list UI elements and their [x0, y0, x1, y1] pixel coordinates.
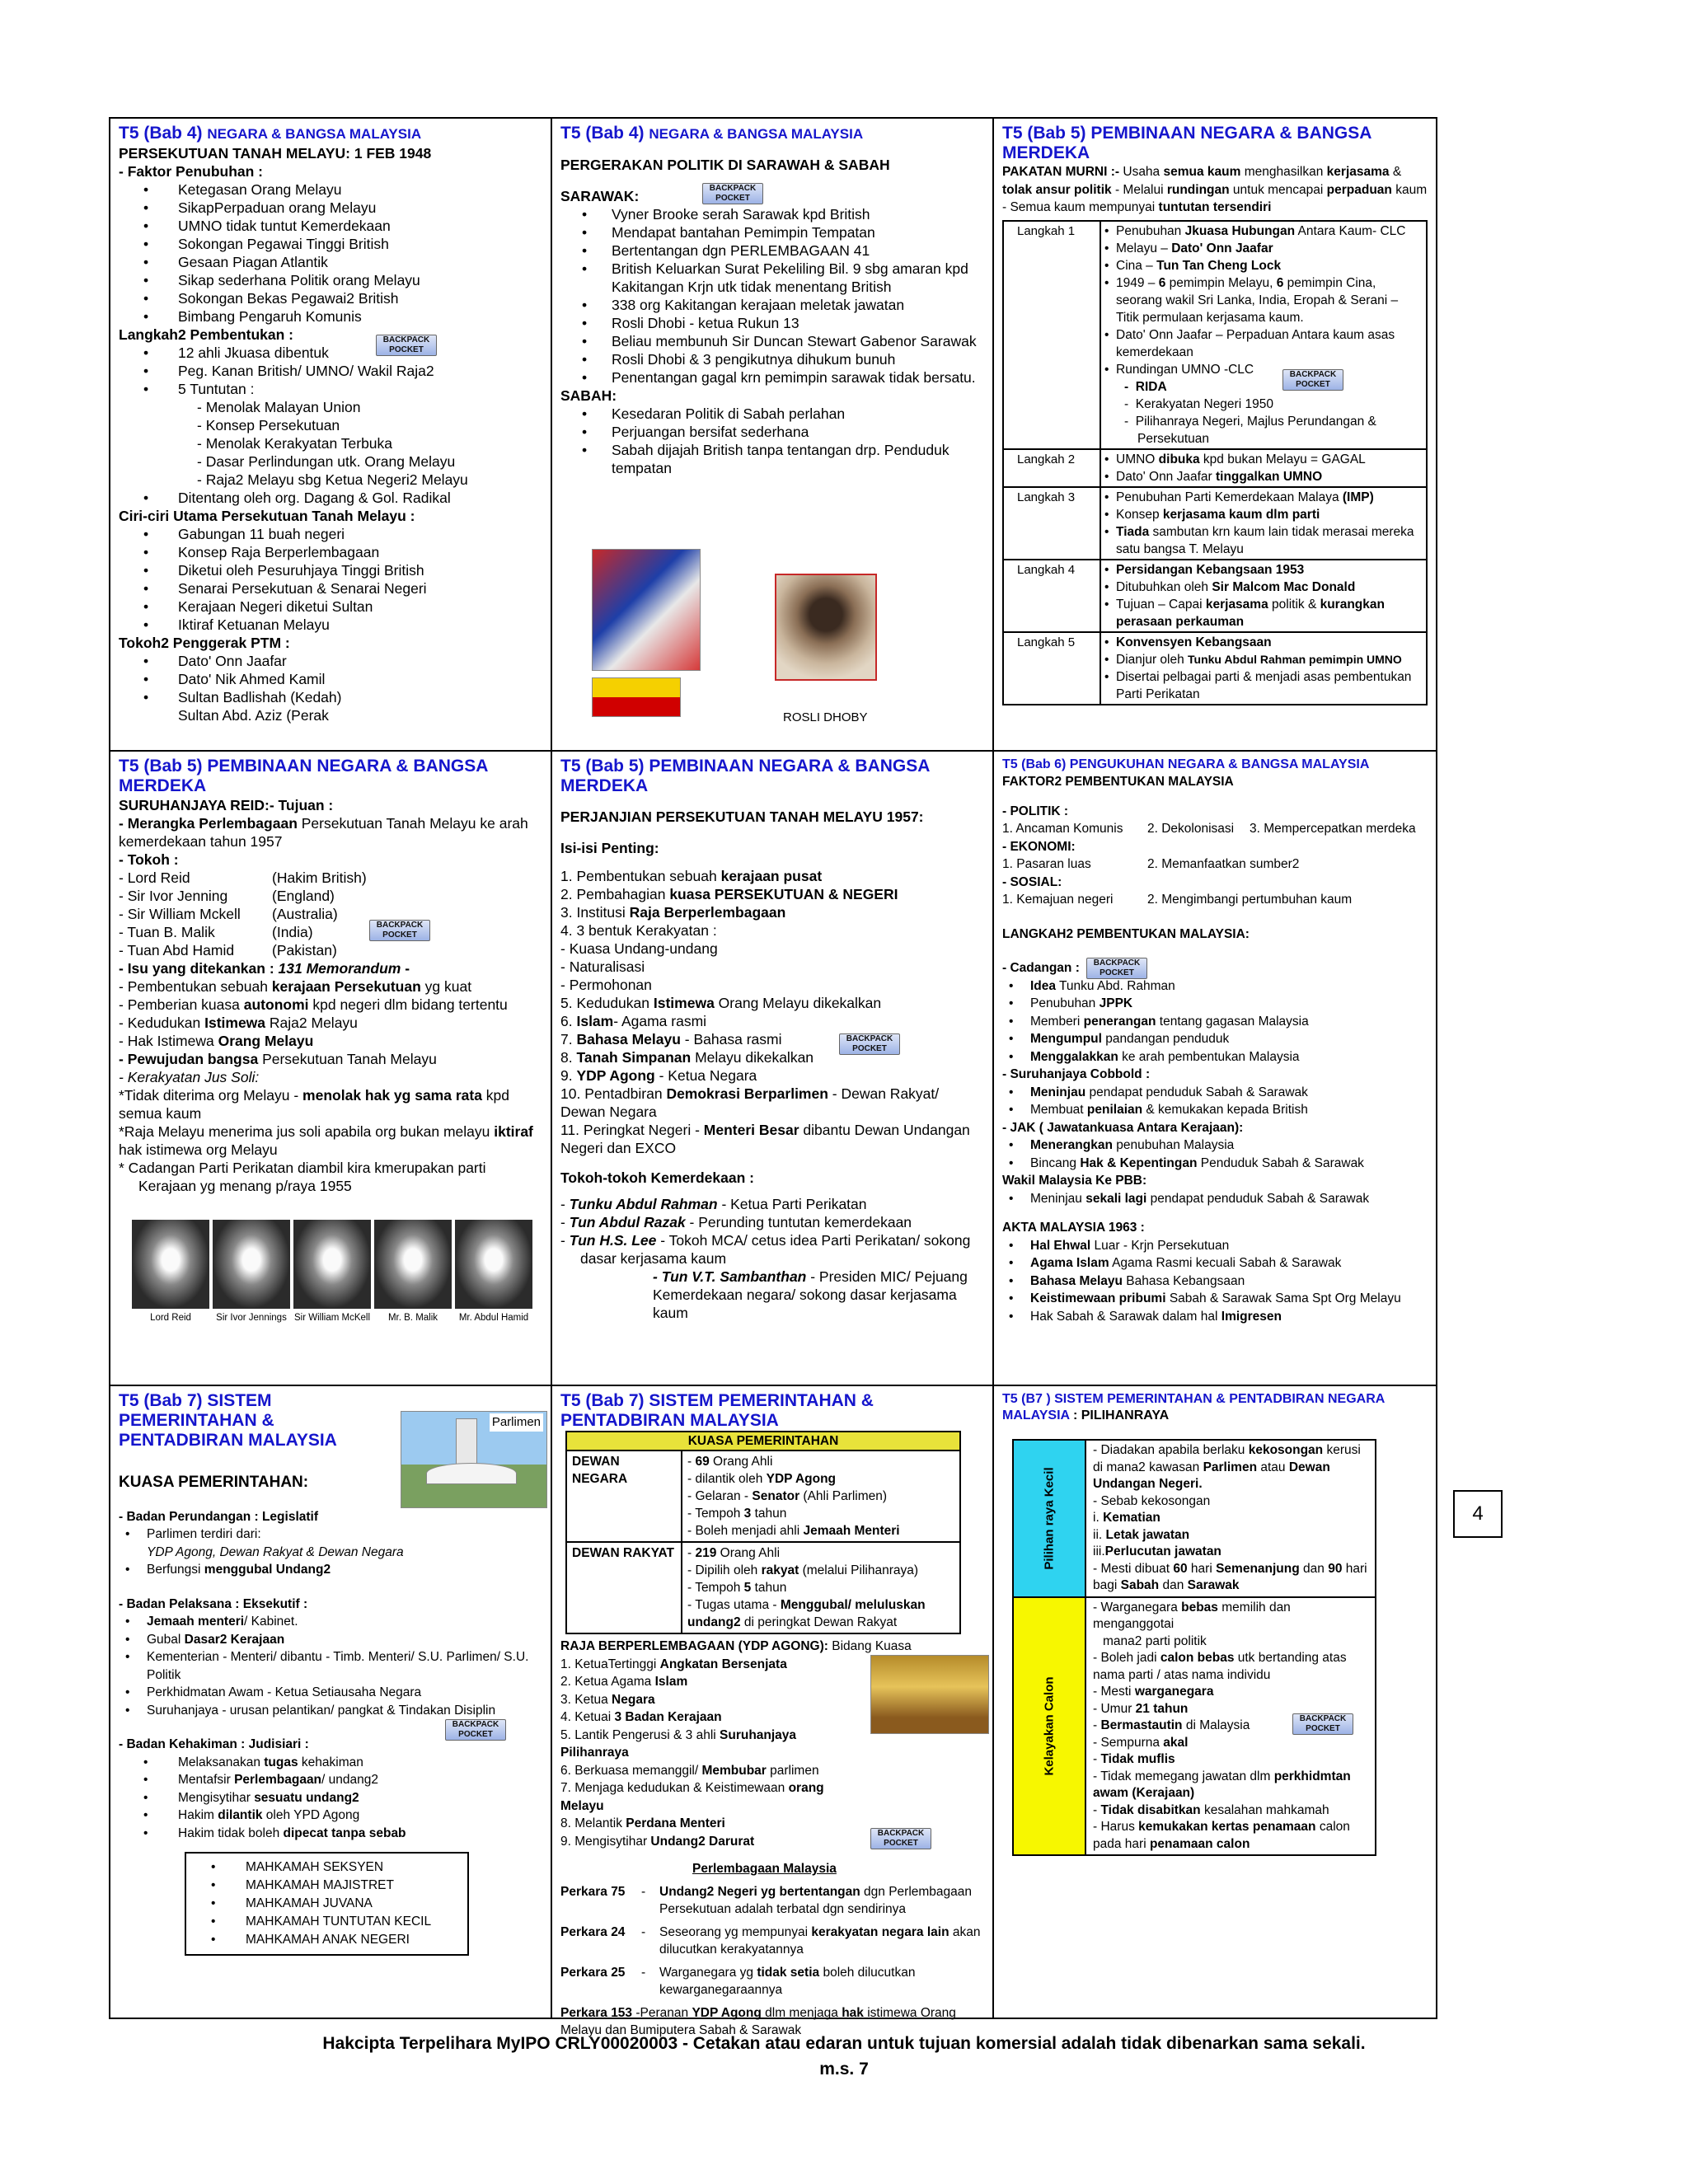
heading: AKTA MALAYSIA 1963 :	[1002, 1221, 1145, 1235]
cell-title: T5 (Bab 5) PEMBINAAN NEGARA & BANGSA MERDEKA	[560, 757, 930, 795]
list-item: • Kementerian - Menteri/ dibantu - Timb. Menteri/ S.U. Parlimen/ S.U. Politik	[119, 1648, 542, 1684]
list-item: - Sir William Mckell (Australia)	[119, 906, 338, 922]
list-item: • Menggalakkan ke arah pembentukan Malaysia	[1002, 1048, 1428, 1066]
list-item: • Meninjau pendapat penduduk Sabah & Sarawak	[1002, 1084, 1428, 1102]
cell-ydp-agong	[552, 1386, 994, 2037]
list-item: • Hakim dilantik oleh YPD Agong	[119, 1807, 542, 1825]
list-item: • Dato' Nik Ahmed Kamil	[119, 670, 542, 688]
perkara-row: Perkara 75 - Undang2 Negeri yg bertentangan dgn Perlembagaan Persekutuan adalah terbatal dgn sendirinya	[560, 1884, 973, 1916]
table-cell: - Diadakan apabila berlaku kekosongan kerusi di mana2 kawasan Parlimen atau Dewan Undangan Negeri. - Sebab kekosongan i. Kematian ii. Letak jawatan iii.Perlucutan jawatan - Mesti dibuat 60 hari Semenanjung dan 90 hari bagi Sabah dan Sarawak	[1093, 1443, 1367, 1592]
list-item: - Konsep Persekutuan	[197, 417, 340, 434]
list-item: - Menolak Kerakyatan Terbuka	[197, 435, 393, 452]
bidang-kuasa-list	[560, 1656, 865, 1851]
table-cell: Langkah 4	[1003, 560, 1100, 632]
list-item: • Keistimewaan pribumi Sabah & Sarawak Sama Spt Org Melayu	[1002, 1290, 1428, 1308]
list-item: • British Keluarkan Surat Pekeliling Bil. 9 sbg amaran kpd Kakitangan Krjn utk tidak menentang British	[560, 260, 984, 296]
heading: - SOSIAL:	[1002, 874, 1062, 889]
kehakiman-list	[119, 1754, 542, 1843]
heading: Ciri-ciri Utama Persekutuan Tanah Melayu :	[119, 508, 415, 524]
list-item: 7. Menjaga kedudukan & Keistimewaan orang Melayu	[560, 1781, 824, 1813]
heading: PERGERAKAN POLITIK DI SARAWAH & SABAH	[560, 157, 890, 173]
heading: - Badan Perundangan : Legislatif	[119, 1509, 318, 1524]
list-item: • Sokongan Bekas Pegawai2 British	[119, 289, 542, 307]
text-line: *Tidak diterima org Melayu - menolak hak yg sama rata kpd semua kaum	[119, 1087, 510, 1122]
portrait: Mr. B. Malik	[374, 1220, 452, 1324]
pelaksana-list	[119, 1613, 542, 1719]
text-line: 1. Pasaran luas 2. Memanfaatkan sumber2	[1002, 857, 1300, 871]
backpack-pocket-logo: BACKPACK POCKET	[445, 1719, 506, 1741]
list-item: • Penentangan gagal krn pemimpin sarawak tidak bersatu.	[560, 368, 984, 387]
text-line: Kerajaan yg menang p/raya 1955	[138, 1178, 352, 1194]
list-item: 10. Pentadbiran Demokrasi Berparlimen - Dewan Rakyat/ Dewan Negara	[560, 1085, 940, 1120]
mahkamah-box	[185, 1852, 469, 1956]
cell-title: T5 (Bab 6) PENGUKUHAN NEGARA & BANGSA MALAYSIA	[1002, 757, 1370, 771]
rosli-dhobi-portrait	[775, 574, 877, 681]
heading: PERJANJIAN PERSEKUTUAN TANAH MELAYU 1957:	[560, 808, 924, 825]
text-line: *Raja Melayu menerima jus soli apabila org bukan melayu iktiraf hak istimewa org Melayu	[119, 1123, 533, 1158]
list-item: • Jemaah menteri/ Kabinet.	[119, 1613, 542, 1631]
list-item: - Tun Abdul Razak - Perunding tuntutan kemerdekaan	[560, 1214, 912, 1230]
table-cell: • Persidangan Kebangsaan 1953 • Ditubuhkan oleh Sir Malcom Mac Donald • Tujuan – Capai kerjasama politik & kurangkan perasaan perkauman	[1100, 560, 1427, 632]
text-line: * Cadangan Parti Perikatan diambil kira kmerupakan parti	[119, 1160, 486, 1176]
portrait: Mr. Abdul Hamid	[455, 1220, 532, 1324]
list-item: - Tuan B. Malik (India)	[119, 924, 313, 940]
cell-title: T5 (Bab 7) SISTEM PEMERINTAHAN & PENTADBIRAN MALAYSIA	[119, 1391, 337, 1450]
list-item: • Perjuangan bersifat sederhana	[560, 423, 984, 441]
isi-list	[560, 867, 984, 1157]
list-item: • Mendapat bantahan Pemimpin Tempatan	[560, 223, 984, 241]
list-item: • Sokongan Pegawai Tinggi British	[119, 235, 542, 253]
table-row	[1003, 487, 1427, 560]
backpack-pocket-logo: BACKPACK POCKET	[369, 920, 430, 941]
list-item: 1. KetuaTertinggi Angkatan Bersenjata	[560, 1657, 787, 1671]
list-item: 3. Ketua Negara	[560, 1692, 655, 1707]
heading: KUASA PEMERINTAHAN:	[119, 1474, 309, 1491]
backpack-pocket-logo: BACKPACK POCKET	[376, 335, 437, 356]
cobbold-list	[1002, 1084, 1428, 1119]
list-item: • Sikap sederhana Politik orang Melayu	[119, 271, 542, 289]
list-item: • Berfungsi menggubal Undang2	[119, 1561, 542, 1579]
heading: SABAH:	[560, 387, 617, 404]
list-item: • Sabah dijajah British tanpa tentangan drp. Penduduk tempatan	[560, 441, 984, 477]
list-item: 7. Bahasa Melayu - Bahasa rasmi	[560, 1031, 782, 1047]
heading: - Badan Pelaksana : Eksekutif :	[119, 1596, 308, 1611]
list-item: • 5 Tuntutan :	[119, 380, 542, 398]
copyright-footer: Hakcipta Terpelihara MyIPO CRLY00020003 - Cetakan atau edaran untuk tujuan komersial adalah tidak dibenarkan sama sekali.	[322, 2034, 1366, 2053]
text-line: - Pewujudan bangsa Persekutuan Tanah Melayu	[119, 1051, 437, 1067]
list-item: • Meninjau sekali lagi pendapat penduduk Sabah & Sarawak	[1002, 1190, 1428, 1208]
list-item: 6. Berkuasa memanggil/ Membubar parlimen	[560, 1763, 819, 1778]
text-line: - Hak Istimewa Orang Melayu	[119, 1033, 314, 1049]
heading: FAKTOR2 PEMBENTUKAN MALAYSIA	[1002, 775, 1234, 789]
table-cell: Langkah 5	[1003, 632, 1100, 705]
list-item: • SikapPerpaduan orang Melayu	[119, 199, 542, 217]
list-item: • Parlimen terdiri dari: YDP Agong, Dewan Rakyat & Dewan Negara	[119, 1526, 542, 1561]
kuasa-pemerintahan-table	[565, 1431, 961, 1634]
tuntutan-list	[119, 398, 542, 489]
cell-sarawak-sabah	[552, 119, 994, 752]
faktor-list	[119, 180, 542, 326]
list-item: • Hakim tidak boleh dipecat tanpa sebab	[119, 1825, 542, 1843]
list-item: 4. Ketuai 3 Badan Kerajaan	[560, 1710, 722, 1724]
heading: Tokoh2 Penggerak PTM :	[119, 635, 290, 651]
mahkamah-list	[186, 1858, 467, 1949]
list-item: • Mentafsir Perlembagaan/ undang2	[119, 1771, 542, 1789]
list-item: - Tunku Abdul Rahman - Ketua Parti Perikatan	[560, 1196, 867, 1212]
book-cover-image	[592, 549, 701, 671]
list-item: • Agama Islam Agama Rasmi kecuali Sabah & Sarawak	[1002, 1254, 1428, 1272]
list-item: 4. 3 bentuk Kerakyatan :	[560, 922, 717, 939]
list-item: • MAHKAMAH MAJISTRET	[186, 1877, 467, 1895]
cell-perjanjian-1957	[552, 752, 994, 1386]
portrait: Lord Reid	[132, 1220, 209, 1324]
list-item: • Iktiraf Ketuanan Melayu	[119, 616, 542, 634]
list-item: • Bertentangan dgn PERLEMBAGAAN 41	[560, 241, 984, 260]
list-item: 11. Peringkat Negeri - Menteri Besar dibantu Dewan Undangan Negeri dan EXCO	[560, 1122, 970, 1156]
list-item: 1. Pembentukan sebuah kerajaan pusat	[560, 868, 823, 884]
list-item: 3. Institusi Raja Berperlembagaan	[560, 904, 786, 921]
list-item: • Suruhanjaya - urusan pelantikan/ pangkat & Tindakan Disiplin	[119, 1702, 542, 1720]
table-row	[1014, 1598, 1375, 1855]
dome-shape	[426, 1463, 517, 1484]
list-item: • Senarai Persekutuan & Senarai Negeri	[119, 579, 542, 598]
list-item: • Memberi penerangan tentang gagasan Malaysia	[1002, 1013, 1428, 1031]
list-item: • Penubuhan JPPK	[1002, 995, 1428, 1013]
list-item: • Rosli Dhobi & 3 pengikutnya dihukum bunuh	[560, 350, 984, 368]
akta-list	[1002, 1237, 1428, 1326]
text-line: - Kedudukan Istimewa Raja2 Melayu	[119, 1015, 358, 1031]
list-item: 6. Islam- Agama rasmi	[560, 1013, 707, 1029]
list-item: • Bimbang Pengaruh Komunis	[119, 307, 542, 326]
throne-image	[870, 1655, 989, 1734]
list-item: - Kuasa Undang-undang	[560, 940, 718, 957]
perkara-row: Perkara 153 -Peranan YDP Agong dlm menjaga hak istimewa Orang Melayu dan Bumiputera Sabah & Sarawak	[560, 2005, 956, 2037]
cell-suruhanjaya-reid	[110, 752, 552, 1386]
perkara-row: Perkara 24 - Seseorang yg mempunyai kerakyatan negara lain akan dilucutkan kerakyatannya	[560, 1924, 981, 1957]
heading: - Suruhanjaya Cobbold :	[1002, 1067, 1151, 1081]
portrait-caption: ROSLI DHOBY	[783, 710, 868, 724]
langkah-table	[1002, 220, 1428, 705]
table-row	[566, 1451, 960, 1542]
heading: RAJA BERPERLEMBAGAAN (YDP AGONG): Bidang Kuasa	[560, 1639, 912, 1653]
list-item: 9. Mengisytihar Undang2 Darurat	[560, 1834, 755, 1849]
list-item: 8. Tanah Simpanan Melayu dikekalkan	[560, 1049, 814, 1066]
backpack-pocket-logo: BACKPACK POCKET	[1282, 369, 1343, 391]
row-label: Kelayakan Calon	[1014, 1598, 1086, 1855]
list-item: • MAHKAMAH SEKSYEN	[186, 1858, 467, 1877]
text-line: - Pemberian kuasa autonomi kpd negeri dlm bidang tertentu	[119, 996, 508, 1013]
list-item: • UMNO tidak tuntut Kemerdekaan	[119, 217, 542, 235]
tokoh-list	[119, 652, 542, 706]
backpack-pocket-logo: BACKPACK POCKET	[839, 1033, 900, 1055]
list-item: • Membuat penilaian & kemukakan kepada British	[1002, 1101, 1428, 1119]
list-item: - Tuan Abd Hamid (Pakistan)	[119, 942, 337, 958]
list-item: • Mengumpul pandangan penduduk	[1002, 1030, 1428, 1048]
table-cell: DEWAN RAKYAT	[566, 1542, 682, 1633]
table-row	[1003, 449, 1427, 487]
cell-pembentukan-malaysia	[994, 752, 1436, 1386]
table-row	[1014, 1441, 1375, 1598]
list-item: • MAHKAMAH TUNTUTAN KECIL	[186, 1913, 467, 1931]
sabah-list	[560, 405, 984, 477]
heading: - Faktor Penubuhan :	[119, 163, 263, 180]
text-line: - Pembentukan sebuah kerajaan Persekutuan yg kuat	[119, 978, 472, 995]
portrait: Sir Ivor Jennings	[213, 1220, 290, 1324]
list-item: • Peg. Kanan British/ UMNO/ Wakil Raja2	[119, 362, 542, 380]
list-item: • Idea Tunku Abd. Rahman	[1002, 977, 1428, 996]
list-item: 9. YDP Agong - Ketua Negara	[560, 1067, 757, 1084]
heading: Tokoh-tokoh Kemerdekaan :	[560, 1169, 754, 1186]
list-item: - Permohonan	[560, 977, 652, 993]
list-item: • Sultan Badlishah (Kedah)	[119, 688, 542, 706]
list-item: - Dasar Perlindungan utk. Orang Melayu	[197, 453, 456, 470]
cell-pakatan-murni	[994, 119, 1436, 752]
langkah-list	[119, 344, 542, 398]
text-line: - Kerakyatan Jus Soli:	[119, 1069, 260, 1085]
ditentang-list	[119, 489, 542, 507]
cell-title: T5 (Bab 4) NEGARA & BANGSA MALAYSIA	[119, 124, 422, 143]
reid-portraits	[132, 1220, 536, 1324]
heading: Perlembagaan Malaysia	[692, 1862, 837, 1876]
list-item: - Lord Reid (Hakim British)	[119, 869, 367, 886]
list-item: • MAHKAMAH JUVANA	[186, 1895, 467, 1913]
heading: - Badan Kehakiman : Judisiari :	[119, 1737, 309, 1751]
tokoh-list	[560, 1195, 984, 1322]
list-item: 5. Kedudukan Istimewa Orang Melayu dikekalkan	[560, 995, 882, 1011]
list-item: • Gesaan Piagan Atlantik	[119, 253, 542, 271]
heading: SURUHANJAYA REID:- Tujuan :	[119, 797, 334, 813]
list-item: - Tun H.S. Lee - Tokoh MCA/ cetus idea Parti Perikatan/ sokong dasar kerjasama kaum	[560, 1232, 971, 1267]
cell-persekutuan-tanah-melayu	[110, 119, 552, 752]
table-cell: - 219 Orang Ahli - Dipilih oleh rakyat (melalui Pilihanraya) - Tempoh 5 tahun - Tugas utama - Menggubal/ meluluskan undang2 di peringkat Dewan Rakyat	[682, 1542, 960, 1633]
perundangan-list	[119, 1526, 542, 1579]
perkara-row: Perkara 25 - Warganegara yg tidak setia boleh dilucutkan kewarganegaraannya	[560, 1965, 916, 1997]
cadangan-list	[1002, 977, 1428, 1066]
list-item: • 338 org Kakitangan kerajaan meletak jawatan	[560, 296, 984, 314]
list-item: • Melaksanakan tugas kehakiman	[119, 1754, 542, 1772]
list-item: • 12 ahli Jkuasa dibentuk	[119, 344, 542, 362]
table-row	[566, 1432, 960, 1451]
cell-title: T5 (Bab 7) SISTEM PEMERINTAHAN & PENTADBIRAN MALAYSIA	[560, 1391, 874, 1430]
text-line: 1. Kemajuan negeri 2. Mengimbangi pertumbuhan kaum	[1002, 893, 1353, 907]
list-item: - Raja2 Melayu sbg Ketua Negeri2 Melayu	[197, 471, 468, 488]
text-line: - Isu yang ditekankan : 131 Memorandum -	[119, 960, 410, 977]
list-item: • Kerajaan Negeri diketui Sultan	[119, 598, 542, 616]
table-cell: - Warganegara bebas memilih dan menganggotai mana2 parti politik - Boleh jadi calon bebas utk bertanding atas nama parti / atas nama individu - Mesti warganegara - Umur 21 tahun - Bermastautin di Malaysia - Sempurna akal - Tidak muflis - Tidak memegang jawatan dlm perkhidmtan awam (Kerajaan) - Tidak disabitkan kesalahan mahkamah - Harus kemukakan kertas penamaan calon pada hari penamaan calon BACKPACK POCKET	[1086, 1598, 1375, 1855]
list-item: • Perkhidmatan Awam - Ketua Setiausaha Negara	[119, 1684, 542, 1702]
heading: - Cadangan :	[1002, 961, 1080, 975]
table-row	[1003, 632, 1427, 705]
heading: Wakil Malaysia Ke PBB:	[1002, 1174, 1147, 1188]
intro-text: PAKATAN MURNI :- Usaha semua kaum menghasilkan kerjasama & tolak ansur politik - Melalui rundingan untuk mencapai perpaduan kaum - Semua kaum mempunyai tuntutan tersendiri	[1002, 165, 1428, 214]
list-item: • Rosli Dhobi - ketua Rukun 13	[560, 314, 984, 332]
heading: - JAK ( Jawatankuasa Antara Kerajaan):	[1002, 1120, 1244, 1135]
heading: - EKONOMI:	[1002, 839, 1076, 854]
table-cell: • Konvensyen Kebangsaan • Dianjur oleh Tunku Abdul Rahman pemimpin UMNO • Disertai pelbagai parti & menjadi asas pembentukan Parti Perikatan	[1100, 632, 1427, 705]
list-item: • Dato' Onn Jaafar	[119, 652, 542, 670]
list-item: • MAHKAMAH ANAK NEGERI	[186, 1931, 467, 1949]
cell-kuasa-pemerintahan	[110, 1386, 552, 2018]
list-item: 5. Lantik Pengerusi & 3 ahli Suruhanjaya Pilihanraya	[560, 1727, 797, 1760]
list-item: • Bahasa Melayu Bahasa Kebangsaan	[1002, 1272, 1428, 1291]
table-row	[1003, 221, 1427, 449]
text-line: - Merangka Perlembagaan Persekutuan Tanah Melayu ke arah kemerdekaan tahun 1957	[119, 815, 528, 850]
list-item: • Hal Ehwal Luar - Krjn Persekutuan	[1002, 1237, 1428, 1255]
list-item: • Beliau membunuh Sir Duncan Stewart Gabenor Sarawak	[560, 332, 984, 350]
page-label: m.s. 7	[819, 2060, 869, 2079]
sarawak-flag-image	[592, 677, 681, 717]
list-item: 2. Pembahagian kuasa PERSEKUTUAN & NEGERI	[560, 886, 898, 902]
jak-list	[1002, 1137, 1428, 1172]
list-item: • Mengisytihar sesuatu undang2	[119, 1789, 542, 1807]
list-item: • Hak Sabah & Sarawak dalam hal Imigresen	[1002, 1308, 1428, 1326]
table-cell: Langkah 3	[1003, 487, 1100, 560]
list-item: • Vyner Brooke serah Sarawak kpd British	[560, 205, 984, 223]
table-cell: Langkah 2	[1003, 449, 1100, 487]
backpack-pocket-logo: BACKPACK POCKET	[1292, 1713, 1353, 1735]
table-cell: Langkah 1	[1003, 221, 1100, 449]
list-item: - Sir Ivor Jenning (England)	[119, 888, 335, 904]
heading: SARAWAK:	[560, 188, 640, 204]
pilihanraya-table	[1012, 1439, 1376, 1856]
heading: Isi-isi Penting:	[560, 840, 659, 856]
table-cell: DEWAN NEGARA	[566, 1451, 682, 1542]
heading: - POLITIK :	[1002, 804, 1069, 818]
backpack-pocket-logo: BACKPACK POCKET	[870, 1828, 931, 1849]
list-item: • Konsep Raja Berperlembagaan	[119, 543, 542, 561]
table-row	[1003, 560, 1427, 632]
table-cell: - 69 Orang Ahli - dilantik oleh YDP Agong - Gelaran - Senator (Ahli Parlimen) - Tempoh 3 tahun - Boleh menjadi ahli Jemaah Menteri	[682, 1451, 960, 1542]
portrait: Sir William McKell	[293, 1220, 371, 1324]
heading: Langkah2 Pembentukan :	[119, 326, 293, 343]
list-item: • Kesedaran Politik di Sabah perlahan	[560, 405, 984, 423]
text-line: 1. Ancaman Komunis 2. Dekolonisasi 3. Mempercepatkan merdeka	[1002, 822, 1416, 836]
table-cell: • Penubuhan Jkuasa Hubungan Antara Kaum- CLC • Melayu – Dato' Onn Jaafar • Cina – Tun Tan Cheng Lock • 1949 – 6 pemimpin Melayu, 6 pemimpin Cina, seorang wakil Sri Lanka, India, Eropah & Serani – Titik permulaan kerjasama kaum. • Dato' Onn Jaafar – Perpaduan Antara kaum asas kemerdekaan • Rundingan UMNO -CLC - RIDA - Kerakyatan Negeri 1950 - Pilihanraya Negeri, Majlus Perundangan & Persekutuan	[1100, 221, 1427, 449]
cell-title: T5 (Bab 5) PEMBINAAN NEGARA & BANGSA MERDEKA	[119, 757, 488, 795]
list-item: • Bincang Hak & Kepentingan Penduduk Sabah & Sarawak	[1002, 1155, 1428, 1173]
page-number-box: 4	[1453, 1490, 1503, 1538]
table-row	[566, 1542, 960, 1633]
table-cell: • Penubuhan Parti Kemerdekaan Malaya (IMP) • Konsep kerjasama kaum dlm parti • Tiada sambutan krn kaum lain tidak merasai mereka satu bangsa T. Melayu	[1100, 487, 1427, 560]
cell-title: T5 (B7 ) SISTEM PEMERINTAHAN & PENTADBIRAN NEGARA MALAYSIA : PILIHANRAYA	[1002, 1392, 1385, 1422]
list-item: • Ketegasan Orang Melayu	[119, 180, 542, 199]
table-header: KUASA PEMERINTAHAN	[566, 1432, 960, 1451]
row-label: Pilihan raya Kecil	[1014, 1441, 1086, 1596]
list-item: • Ditentang oleh org. Dagang & Gol. Radikal	[119, 489, 542, 507]
list-item: - Naturalisasi	[560, 958, 645, 975]
list-item: • Menerangkan penubuhan Malaysia	[1002, 1137, 1428, 1155]
list-item: • Gubal Dasar2 Kerajaan	[119, 1631, 542, 1649]
sarawak-list	[560, 205, 984, 387]
cell-title: T5 (Bab 5) PEMBINAAN NEGARA & BANGSA MERDEKA	[1002, 124, 1372, 162]
list-item: - Tun V.T. Sambanthan - Presiden MIC/ Pejuang Kemerdekaan negara/ sokong dasar kerjasama kaum	[653, 1268, 968, 1321]
heading: PERSEKUTUAN TANAH MELAYU: 1 FEB 1948	[119, 145, 432, 162]
list-item: Sultan Abd. Aziz (Perak	[178, 707, 329, 724]
image-label: Parlimen	[490, 1413, 543, 1432]
table-cell: • UMNO dibuka kpd bukan Melayu = GAGAL • Dato' Onn Jaafar tinggalkan UMNO	[1100, 449, 1427, 487]
heading: - Tokoh :	[119, 851, 179, 868]
list-item: • Gabungan 11 buah negeri	[119, 525, 542, 543]
heading: LANGKAH2 PEMBENTUKAN MALAYSIA:	[1002, 926, 1250, 941]
parliament-building-image	[401, 1411, 547, 1508]
list-item: - Menolak Malayan Union	[197, 399, 361, 415]
backpack-pocket-logo: BACKPACK POCKET	[702, 183, 763, 204]
list-item: 8. Melantik Perdana Menteri	[560, 1816, 725, 1830]
list-item: 2. Ketua Agama Islam	[560, 1675, 688, 1689]
list-item: • Diketui oleh Pesuruhjaya Tinggi British	[119, 561, 542, 579]
ciri-list	[119, 525, 542, 634]
backpack-pocket-logo: BACKPACK POCKET	[1086, 958, 1147, 979]
cell-title: T5 (Bab 4) NEGARA & BANGSA MALAYSIA	[560, 124, 864, 143]
tokoh-list	[119, 869, 542, 959]
pbb-list	[1002, 1190, 1428, 1208]
